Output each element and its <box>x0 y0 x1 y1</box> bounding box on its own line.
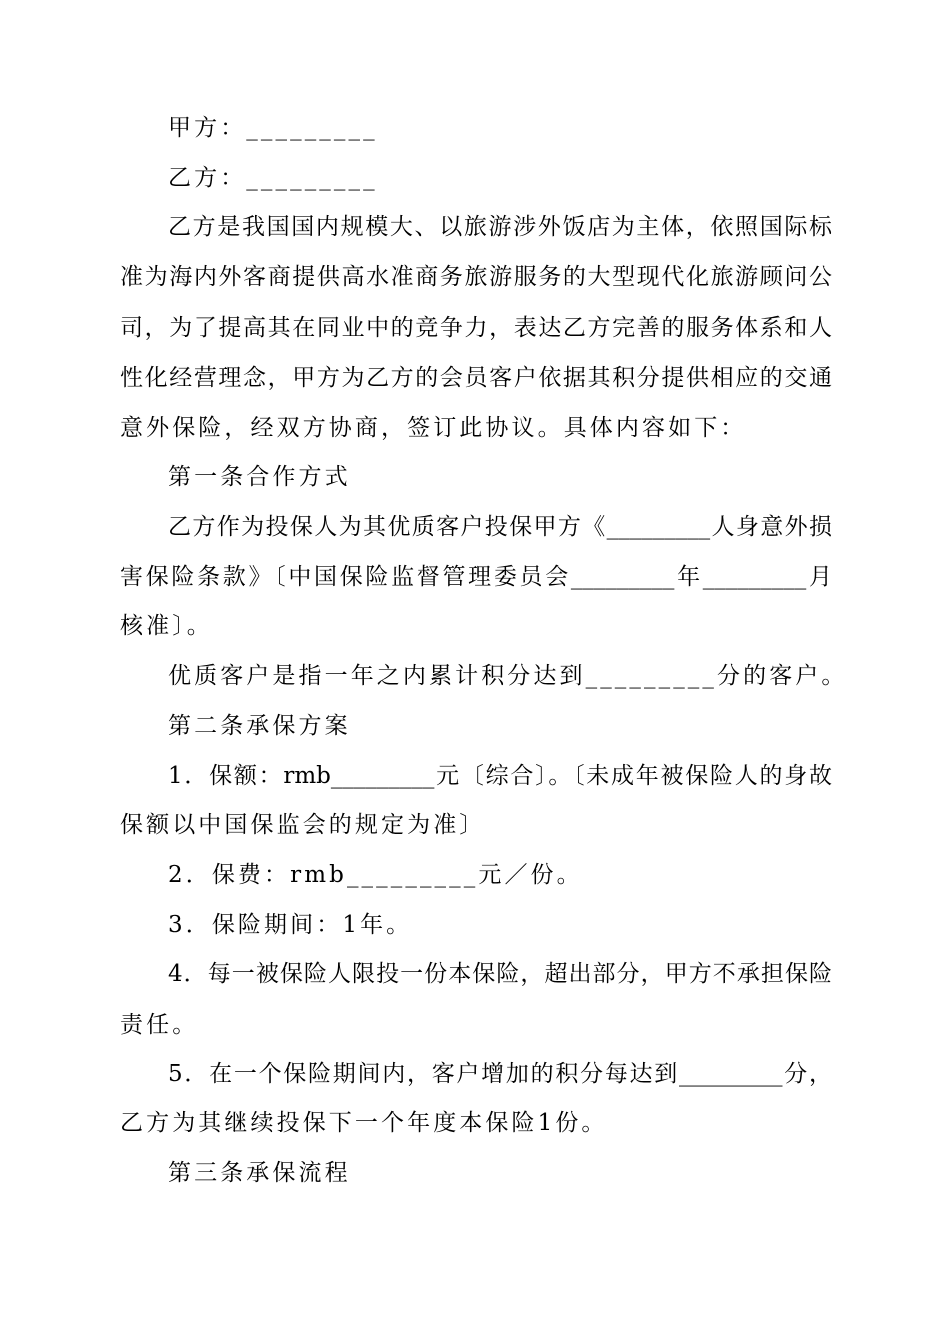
intro-paragraph-line-4: 性化经营理念，甲方为乙方的会员客户依据其积分提供相应的交通 <box>120 365 832 391</box>
party-a-line: 甲方：_________ <box>168 115 378 141</box>
party-b-line: 乙方：_________ <box>168 165 378 191</box>
item-2: 2．保费：rmb_________元／份。 <box>168 862 583 888</box>
article-1-heading: 第一条合作方式 <box>168 464 351 490</box>
item-5-line-1: 5．在一个保险期间内，客户增加的积分每达到_________分， <box>168 1061 832 1087</box>
item-1-line-1: 1．保额：rmb_________元〔综合〕。〔未成年被保险人的身故 <box>168 763 832 789</box>
article-1-paragraph-line-1: 乙方作为投保人为其优质客户投保甲方《_________人身意外损 <box>168 514 832 540</box>
quality-customer-definition: 优质客户是指一年之内累计积分达到_________分的客户。 <box>168 663 848 689</box>
item-5-line-2: 乙方为其继续投保下一个年度本保险1份。 <box>120 1110 608 1136</box>
intro-paragraph-line-2: 准为海内外客商提供高水准商务旅游服务的大型现代化旅游顾问公 <box>120 264 832 290</box>
intro-paragraph-line-1: 乙方是我国国内规模大、以旅游涉外饭店为主体，依照国际标 <box>168 214 832 240</box>
item-4-line-1: 4．每一被保险人限投一份本保险，超出部分，甲方不承担保险 <box>168 961 832 987</box>
intro-paragraph-line-3: 司，为了提高其在同业中的竞争力，表达乙方完善的服务体系和人 <box>120 315 832 341</box>
article-3-heading: 第三条承保流程 <box>168 1160 351 1186</box>
article-1-paragraph-line-3: 核准〕。 <box>120 613 213 639</box>
article-1-paragraph-line-2: 害保险条款》〔中国保险监督管理委员会_________年_________月 <box>120 564 833 590</box>
intro-paragraph-line-5: 意外保险，经双方协商，签订此协议。具体内容如下： <box>120 415 747 441</box>
item-4-line-2: 责任。 <box>120 1012 199 1038</box>
item-1-line-2: 保额以中国保监会的规定为准〕 <box>120 812 486 838</box>
article-2-heading: 第二条承保方案 <box>168 713 351 739</box>
item-3: 3．保险期间：1年。 <box>168 912 413 938</box>
